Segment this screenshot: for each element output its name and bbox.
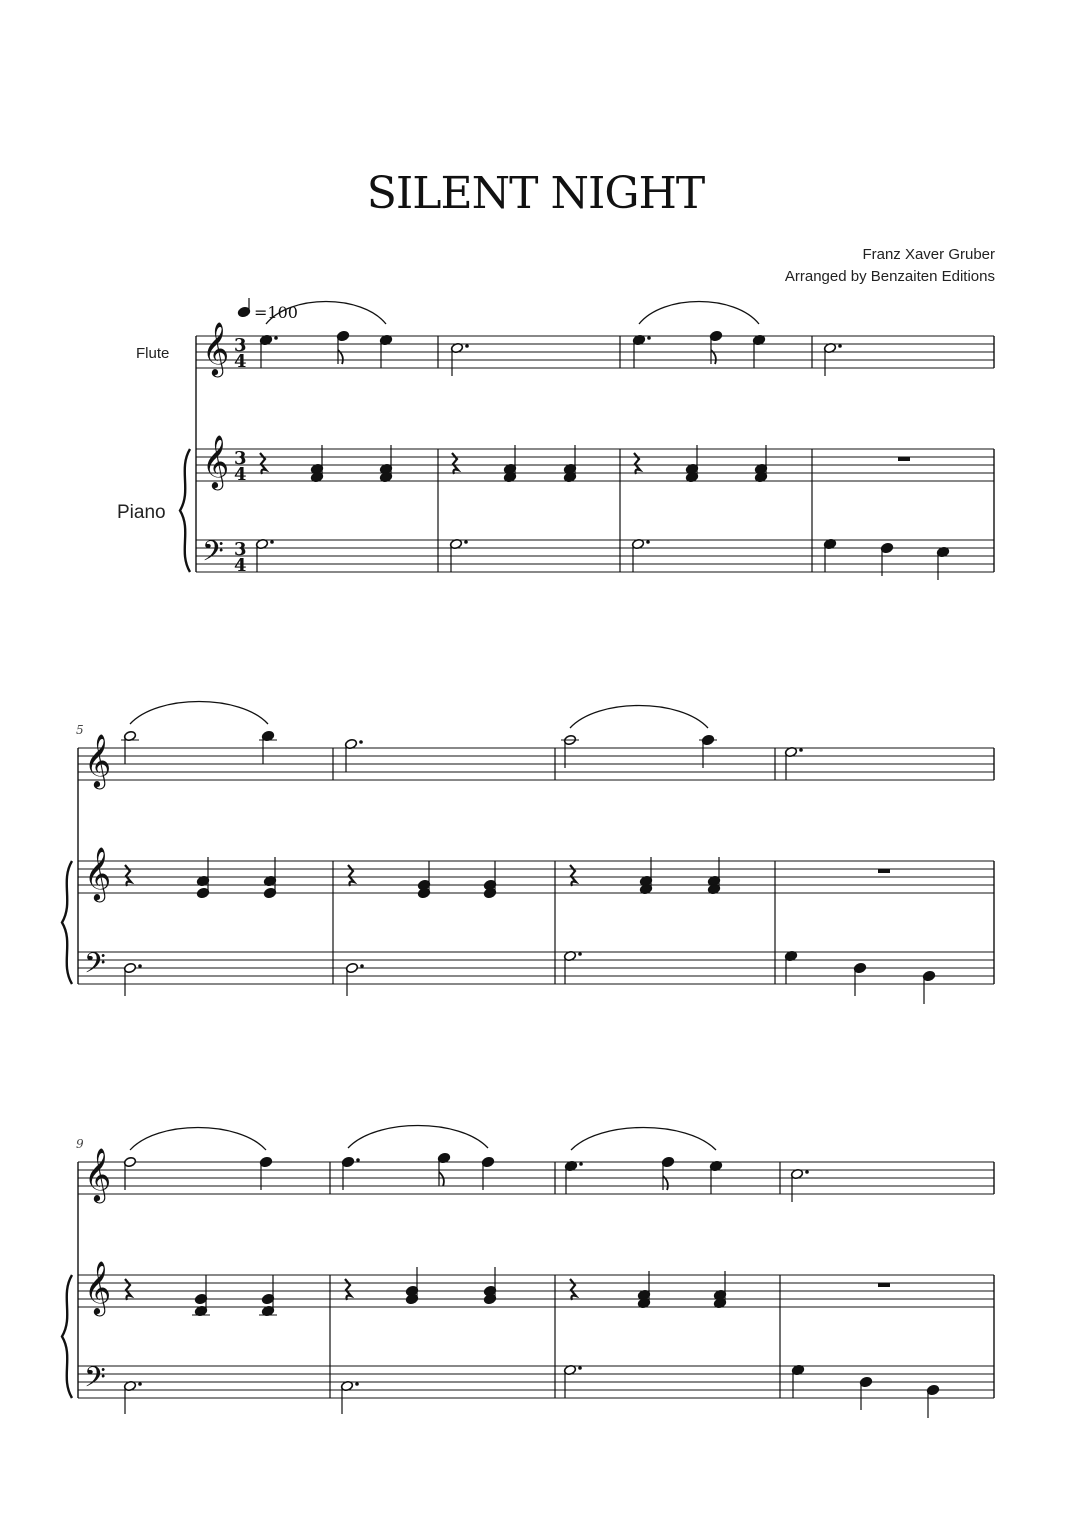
augmentation-dot <box>838 344 842 348</box>
flute-label: Flute <box>136 345 170 362</box>
augmentation-dot <box>578 1366 582 1370</box>
measure-number: 9 <box>76 1137 84 1151</box>
note-flag <box>439 1172 444 1186</box>
augmentation-dot <box>647 336 651 340</box>
quarter-rest <box>570 1279 576 1300</box>
quarter-rest <box>125 865 131 886</box>
composer-credit: Franz Xaver Gruber <box>862 246 995 263</box>
augmentation-dot <box>360 964 364 968</box>
arranger-credit: Arranged by Benzaiten Editions <box>784 268 995 285</box>
treble-clef-icon: 𝄞 <box>202 434 230 488</box>
quarter-rest <box>452 453 458 474</box>
augmentation-dot <box>138 1382 142 1386</box>
notation-layer <box>62 298 994 1418</box>
bass-clef-icon: 𝄢 <box>202 535 224 575</box>
augmentation-dot <box>579 1162 583 1166</box>
augmentation-dot <box>359 740 363 744</box>
measure-number: 5 <box>76 723 84 737</box>
time-signature-bottom: 4 <box>234 464 247 485</box>
piano-brace <box>62 861 72 984</box>
score-title: SILENT NIGHT <box>366 168 705 219</box>
treble-clef-icon: 𝄞 <box>202 321 230 375</box>
treble-clef-icon: 𝄞 <box>84 1260 112 1314</box>
quarter-rest <box>345 1279 351 1300</box>
augmentation-dot <box>355 1382 359 1386</box>
augmentation-dot <box>270 540 274 544</box>
quarter-rest <box>348 865 354 886</box>
slur <box>130 702 268 725</box>
time-signature-top: 3 <box>234 335 247 356</box>
slur <box>130 1128 266 1151</box>
piano-brace <box>180 449 190 572</box>
augmentation-dot <box>805 1170 809 1174</box>
time-signature-bottom: 4 <box>234 555 247 576</box>
slur <box>348 1126 488 1149</box>
quarter-rest <box>260 453 266 474</box>
piano-label: Piano <box>117 502 166 523</box>
bass-clef-icon: 𝄢 <box>84 1361 106 1401</box>
treble-clef-icon: 𝄞 <box>84 733 112 787</box>
whole-rest <box>878 1283 890 1287</box>
augmentation-dot <box>799 748 803 752</box>
augmentation-dot <box>646 540 650 544</box>
augmentation-dot <box>274 336 278 340</box>
whole-rest <box>898 457 910 461</box>
quarter-rest <box>634 453 640 474</box>
piano-brace <box>62 1275 72 1398</box>
quarter-rest <box>570 865 576 886</box>
augmentation-dot <box>465 344 469 348</box>
bass-clef-icon: 𝄢 <box>84 947 106 987</box>
quarter-rest <box>125 1279 131 1300</box>
augmentation-dot <box>464 540 468 544</box>
treble-clef-icon: 𝄞 <box>84 1147 112 1201</box>
tempo-marking: =100 <box>254 303 298 322</box>
time-signature-top: 3 <box>234 448 247 469</box>
slur <box>571 1128 716 1151</box>
slur <box>570 706 708 729</box>
slur <box>639 302 759 325</box>
time-signature-top: 3 <box>234 539 247 560</box>
augmentation-dot <box>356 1158 360 1162</box>
treble-clef-icon: 𝄞 <box>84 846 112 900</box>
whole-rest <box>878 869 890 873</box>
time-signature-bottom: 4 <box>234 351 247 372</box>
augmentation-dot <box>578 952 582 956</box>
augmentation-dot <box>138 964 142 968</box>
